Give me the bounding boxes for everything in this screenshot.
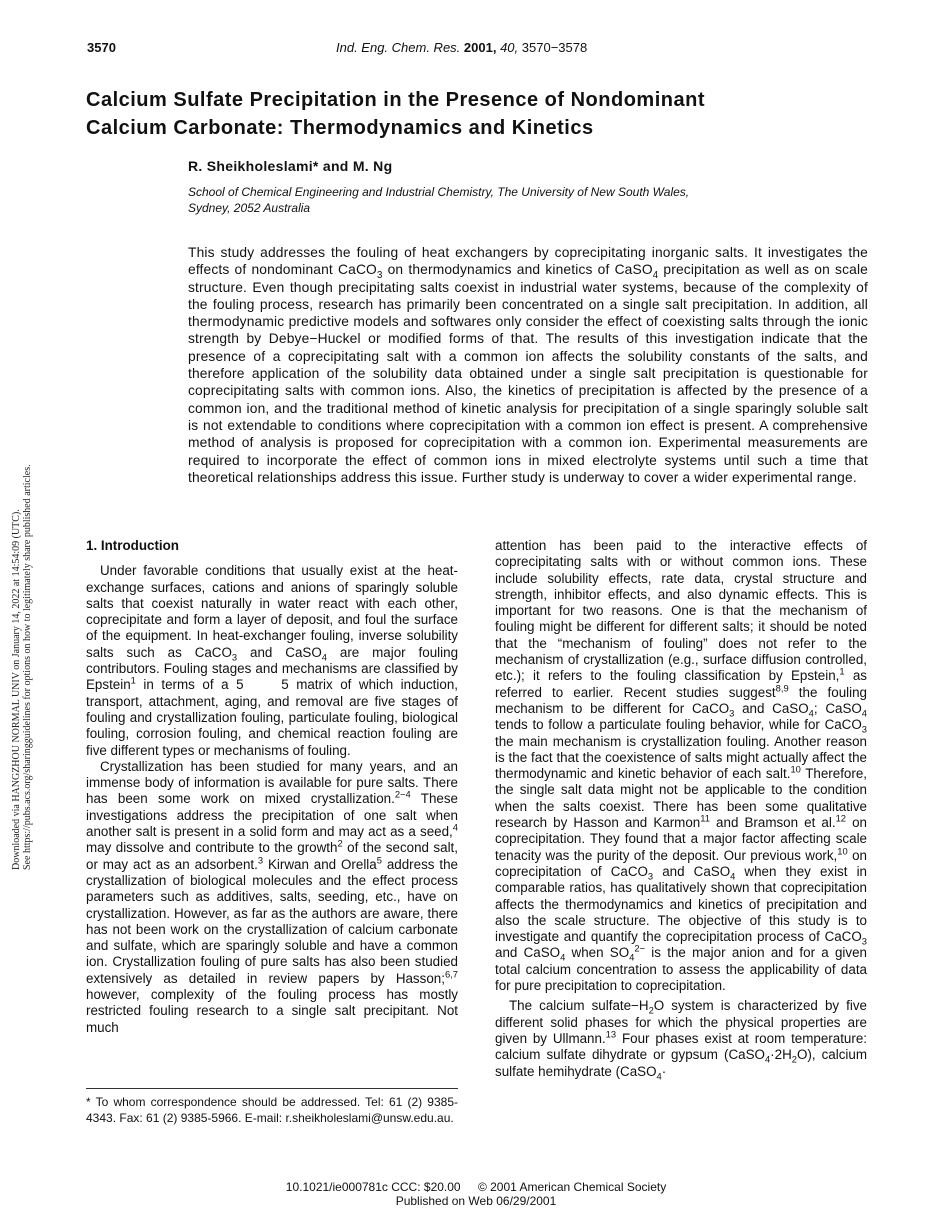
citation-ref: 2 [337,838,343,849]
text: ; CaSO [813,700,862,716]
text: These investigations address the precipitation of one salt when another salt is present in a solid form and may act as a seed, [86,791,458,840]
authors: R. Sheikholeslami* and M. Ng [188,158,393,174]
text: is the major anion and for a given total calcium concentration to assess the applicability of data for pure precipitation to coprecipitation. [495,945,867,994]
text: however, complexity of the fouling process has mostly restricted fouling research to a single salt precipitant. Not much [86,987,458,1035]
paragraph [495,998,867,1082]
subscript: 4 [321,652,327,663]
citation-ref: 6,7 [444,969,458,980]
article-title [86,86,886,142]
text: in terms of a 5 5 matrix of which induction, transport, attachment, aging, and removal are five stages of fouling and crystallization fouling, particulate fouling, biological fouling, corrosion fouling, and chemical reaction fouling are five different types or mechanisms of fouling. [86,677,458,758]
abstract-text: precipitation as well as on scale structure. Even though precipitating salts coexist in industrial water systems, because of the complexity of the fouling process, research has primarily been concentrated on a single salt precipitation. In addition, all thermodynamic predictive models and softwares only consider the effect of coexisting salts through the ionic strength by Debye−Huckel or modified forms of that. The results of this investigation indicate that the presence of a coprecipitating salt with a common ion affects the solubility constants of the salts, and therefore application of the solubility data obtained under a single salt precipitation is questionable for coprecipitating salts with common ions. Also, the kinetics of precipitation is affected by the presence of a common ion, and the traditional method of kinetic analysis for precipitation of a single sparingly soluble salt is not extendable to conditions where coprecipitation with a common ion effect is present. A comprehensive method of analysis is proposed for coprecipitation with a common ion. Experimental measurements are required to incorporate the effect of common ions in mixed electrolyte systems until such a time that theoretical relationships address this issue. Further study is underway to cover a wider experimental range. [188,262,868,485]
text: of the second salt, or may act as an adsorbent. [86,840,458,872]
citation-ref: 10 [837,846,848,857]
citation-ref: 10 [790,764,801,775]
text: and CaSO [237,644,322,660]
text: attention has been paid to the interactive effects of coprecipitating salts with or without common ions. These include solubility effects, rate data, crystal structure and strength, inhibitor effects, and also dynamic effects. This is important for two reasons. One is that the mechanism of fouling might be different for different salts; it should be noted that the “mechanism of fouling” does not refer to the mechanism of crystallization (e.g., surface diffusion controlled, etc.); it refers to the fouling classification by Epstein, [495,538,867,684]
section-heading-introduction: 1. Introduction [86,538,179,553]
subscript: 3 [729,708,735,719]
title-line-1: Calcium Sulfate Precipitation in the Presence of Nondominant [86,89,705,111]
paragraph [86,563,458,759]
text: Kirwan and Orella [263,856,377,872]
subscript: 3 [861,936,867,947]
text: as referred to earlier. Recent studies suggest [495,668,867,700]
sidebar-svg [10,365,33,885]
subscript: 4 [764,1054,771,1065]
citation-ref: 11 [700,813,710,824]
download-sidebar [10,365,33,885]
subscript: 4 [861,708,868,719]
correspondence-footnote: * To whom correspondence should be addressed. Tel: 61 (2) 9385-4343. Fax: 61 (2) 9385-5966. E-mail: r.sheikholeslami@unsw.edu.au. [86,1095,458,1125]
text: when SO [565,945,630,961]
text: Crystallization has been studied for many years, and an immense body of information is available for pure salts. There has been some work on mixed crystallization. [86,758,458,807]
sidebar-line-1: Downloaded via HANGZHOU NORMAL UNIV on January 14, 2022 at 14:54:09 (UTC). [11,509,22,870]
text: ·2H [770,1047,792,1063]
paragraph [495,538,867,994]
subscript: 2 [791,1054,797,1065]
citation-ref: 1 [130,675,136,686]
subscript: 2 [648,1005,654,1016]
text: · [661,1063,667,1079]
citation-ref: 8,9 [775,683,789,694]
text: Four phases exist at room temperature: calcium sulfate dihydrate or gypsum (CaSO [495,1030,867,1063]
text: and CaSO [495,945,561,961]
text: and CaSO [653,863,731,879]
journal-pages: 3570−3578 [521,40,588,55]
text: the main mechanism is crystallization fouling. Another reason is the fact that the coexistence of salts might actually affect the thermodynamic and kinetic behavior of each salt. [495,733,867,782]
text: on coprecipitation. They found that a major factor affecting scale tenacity was the purity of the deposit. Our previous work, [495,815,867,863]
column-left [86,538,458,1036]
subscript: 4 [652,270,659,282]
paragraph [86,759,458,1036]
journal-volume: 40, [500,40,519,55]
citation-ref: 12 [835,813,846,824]
footnote-divider [86,1088,458,1089]
subscript: 4 [560,953,566,964]
text: The calcium sulfate−H [509,998,649,1014]
text: Therefore, the single salt data might not be applicable to the condition when the salts coexist. There has been some qualitative research by Hasson and Karmon [495,766,867,831]
text: may dissolve and contribute to the growth [86,840,338,856]
text: when they exist in comparable ratios, has qualitatively shown that coprecipitation affects the thermodynamics and kinetics of precipitation and also the scale structure. The objective of this study is to investigate and quantify the coprecipitation process of CaCO [495,863,867,945]
subscript: 4 [629,953,635,964]
text: are major fouling contributors. Fouling stages and mechanisms are classified by Epstein [86,644,459,693]
sidebar-line-2: See https://pubs.acs.org/sharingguidelines for options on how to legitimately share published articles. [22,464,33,870]
abstract-text: This study addresses the fouling of heat exchangers by coprecipitating inorganic salts. It investigates the effects of nondominant CaCO [188,245,868,278]
abstract-text: on thermodynamics and kinetics of CaSO [382,262,653,278]
text: O system is characterized by five different solid phases for which the physical properties are given by Ullmann. [495,998,867,1046]
text: the fouling mechanism to be different for CaCO [495,684,867,716]
citation-ref: 13 [605,1029,617,1040]
citation-ref: 2−4 [394,789,411,800]
text: tends to follow a particulate fouling behavior, while for CaCO [495,717,862,733]
citation-ref: 5 [376,855,382,866]
text: O), calcium sulfate hemihydrate (CaSO [495,1047,867,1079]
published-date: Published on Web 06/29/2001 [395,1194,557,1208]
copyright-text: © 2001 American Chemical Society [477,1180,667,1194]
page-number: 3570 [87,40,116,55]
subscript: 4 [808,708,814,719]
abstract [188,244,868,486]
doi-text: 10.1021/ie000781c CCC: $20.00 [285,1180,461,1194]
text: and Bramson et al. [709,815,836,831]
subscript: 3 [231,652,238,663]
subscript: 4 [656,1071,662,1082]
page-footer [0,1180,952,1208]
text: Under favorable conditions that usually exist at the heat-exchange surfaces, cations and anions of sparingly soluble salts that coexist naturally in water react with each other, coprecipitate and form a layer of deposit, and foul the surface of the equipment. In heat-exchanger fouling, inverse solubility salts such as CaCO [86,563,458,660]
text: on coprecipitation of CaCO [495,847,867,879]
citation-ref: 4 [452,822,458,833]
journal-citation [336,40,587,55]
column-right [495,538,867,1080]
superscript: 2− [634,943,646,954]
citation-ref: 1 [839,666,845,677]
footer-line-1 [0,1180,952,1194]
citation-ref: 3 [257,855,264,866]
subscript: 4 [730,871,736,882]
subscript: 3 [861,724,867,735]
title-line-2: Calcium Carbonate: Thermodynamics and Kinetics [86,117,594,139]
subscript: 3 [647,871,654,882]
text: address the crystallization of biological molecules and the effect process parameters such as additives, salts, seeding, etc., have on crystallization. However, as far as the authors are aware, there has not been work on the crystallization of calcium carbonate and sulfate, which are sparingly soluble and have a common ion. Crystallization fouling of pure salts has also been studied extensively as detailed in review papers by Hasson; [86,856,458,986]
affiliation [188,184,828,216]
journal-name: Ind. Eng. Chem. Res. [336,40,461,55]
journal-year: 2001, [463,40,497,55]
affiliation-line-1: School of Chemical Engineering and Industrial Chemistry, The University of New South Wales, [188,185,690,199]
affiliation-line-2: Sydney, 2052 Australia [188,201,311,215]
subscript: 3 [376,270,383,282]
text: and CaSO [734,700,809,716]
